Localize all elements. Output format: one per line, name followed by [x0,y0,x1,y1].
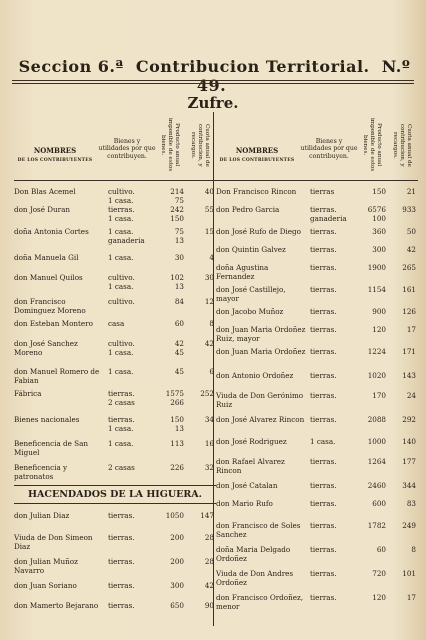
contributor-name: don Francisco de Soles Sanchez [216,521,301,539]
contributor-bienes: tierras. [108,533,135,542]
contributor-cuota: 42 [204,339,214,348]
contributor-name: don Manuel Quilos [14,273,83,282]
contributor-producto: 242 150 [170,205,184,223]
header-cuota: Cuota anual de contribucion, y recargos. [392,123,412,167]
contributor-bienes: tierras. [310,415,337,424]
contributor-bienes: 2 casas [108,463,135,472]
contributor-producto: 120 [372,593,386,602]
header-rule [12,80,414,81]
contributor-name: don José Rufo de Diego [216,227,301,236]
contributor-producto: 600 [372,499,386,508]
section-rule [14,503,216,504]
contributor-producto: 226 [170,463,184,472]
contributor-cuota: 21 [406,187,416,196]
contributor-bienes: tierras. ganaderia [310,205,347,223]
contributor-bienes: 1 casa. [108,439,134,448]
contributor-name: Viuda de Don Gerónimo Ruiz [216,391,304,409]
contributor-producto: 2088 [367,415,386,424]
contributor-bienes: tierras. 1 casa. [108,205,135,223]
contributor-cuota: 126 [402,307,416,316]
contributor-cuota: 171 [402,347,416,356]
contributor-bienes: tierras. [310,481,337,490]
contributor-producto: 1154 [367,285,386,294]
left-rows [14,181,216,636]
contributor-name: don José Catalan [216,481,278,490]
town-title: Zufre. [187,94,239,112]
contributor-bienes: tierras. [310,391,337,400]
contributor-name: Don Blas Acemel [14,187,76,196]
contributor-producto: 1224 [367,347,386,356]
contributor-producto: 214 75 [170,187,184,205]
header-producto: Producto anual imponible de estos bienes. [362,118,382,172]
contributor-producto: 1020 [367,371,386,380]
contributor-bienes: 1 casa. [108,253,134,262]
contributor-producto: 900 [372,307,386,316]
contributor-name: doña Antonia Cortes [14,227,89,236]
contributor-name: doña Agustina Fernandez [216,263,269,281]
contributor-cuota: 8 [209,319,214,328]
contributor-producto: 75 13 [174,227,184,245]
contributor-producto: 360 [372,227,386,236]
contributor-cuota: 252 [200,389,214,398]
contributor-producto: 60 [376,545,386,554]
contributor-name: don Juan Soriano [14,581,77,590]
contributor-cuota: 50 [406,227,416,236]
contributor-bienes: tierras. [108,601,135,610]
contributor-cuota: 249 [402,521,416,530]
contributor-producto: 1000 [367,437,386,446]
contributor-producto: 1050 [165,511,184,520]
contributor-name: Bienes nacionales [14,415,80,424]
contributor-producto: 113 [170,439,184,448]
contributor-name: don Manuel Romero de Fabian [14,367,100,385]
contributor-bienes: tierras. [310,545,337,554]
contributor-producto: 150 13 [170,415,184,433]
contributor-name: don Mamerto Bejarano [14,601,99,610]
contributor-bienes: tierras. [108,557,135,566]
contributor-bienes: cultivo. 1 casa. [108,339,135,357]
contributor-cuota: 292 [402,415,416,424]
section-rule [14,485,216,486]
contributor-cuota: 32 [204,463,214,472]
contributor-producto: 150 [372,187,386,196]
contributor-name: don José Rodriguez [216,437,287,446]
contributor-cuota: 28 [204,533,214,542]
contributor-bienes: 1 casa. [108,367,134,376]
contributor-producto: 300 [372,245,386,254]
contributor-name: don Esteban Montero [14,319,93,328]
contributor-cuota: 42 [204,581,214,590]
contributor-name: don Francisco Dominguez Moreno [14,297,86,315]
contributor-bienes: tierras [310,187,335,196]
contributor-bienes: tierras. [310,569,337,578]
left-table-header [14,110,216,181]
section-title: HACENDADOS DE LA HIGUERA. [28,489,202,500]
contributor-bienes: cultivo. 1 casa. [108,187,135,205]
header-producto: Producto anual imponible de estos bienes. [160,118,180,172]
contributor-bienes: tierras. [310,499,337,508]
contributor-bienes: cultivo. 1 casa. [108,273,135,291]
contributor-producto: 300 [170,581,184,590]
contributor-name: Fábrica [14,389,42,398]
header-nombres: NOMBRES DE LOS CONTRIBUYENTES [17,146,93,163]
contributor-cuota: 90 [204,601,214,610]
contributor-bienes: 1 casa. ganaderia [108,227,145,245]
right-column [216,110,418,636]
contributor-cuota: 83 [406,499,416,508]
contributor-name: don Juan Maria Ordoñez Ruiz, mayor [216,325,306,343]
contributor-cuota: 55 [204,205,214,214]
contributor-producto: 102 13 [170,273,184,291]
contributor-bienes: tierras. [310,347,337,356]
contributor-bienes: cultivo. [108,297,135,306]
contributor-bienes: tierras. [310,307,337,316]
contributor-cuota: 30 [204,273,214,282]
contributor-name: don José Duran [14,205,71,214]
contributor-cuota: 265 [402,263,416,272]
contributor-cuota: 8 [411,545,416,554]
contributor-cuota: 4 [209,253,214,262]
left-column [14,110,216,636]
contributor-producto: 1575 266 [165,389,184,407]
contributor-name: don Mario Rufo [216,499,273,508]
contributor-name: don Jacobo Muñoz [216,307,284,316]
contributor-cuota: 344 [402,481,416,490]
contributor-cuota: 17 [406,325,416,334]
contributor-bienes: casa [108,319,125,328]
contributor-producto: 650 [170,601,184,610]
contributor-producto: 720 [372,569,386,578]
contributor-producto: 1900 [367,263,386,272]
contributor-name: don José Sanchez Moreno [14,339,78,357]
contributor-bienes: tierras. [108,581,135,590]
contributor-bienes: tierras. [310,285,337,294]
contributor-cuota: 6 [209,367,214,376]
contributor-bienes: tierras. 2 casas [108,389,135,407]
right-rows [216,181,418,636]
contributor-cuota: 16 [204,439,214,448]
contributor-bienes: tierras. [310,263,337,272]
header-bienes: Bienes y utilidades por que contribuyen. [98,138,156,160]
contributor-producto: 6576 100 [367,205,386,223]
contributor-bienes: tierras. [310,245,337,254]
contributor-producto: 200 [170,557,184,566]
contributor-name: don Antonio Ordoñez [216,371,294,380]
contributor-bienes: tierras. [310,227,337,236]
right-table-header [216,110,418,181]
contributor-name: don José Castillejo, mayor [216,285,286,303]
contributor-bienes: tierras. [310,325,337,334]
contributor-producto: 120 [372,325,386,334]
contributor-name: doña Manuela Gil [14,253,79,262]
contributor-cuota: 42 [406,245,416,254]
header-title: Contribucion Territorial. [135,57,370,76]
contributor-name: don José Alvarez Rincon [216,415,305,424]
contributor-cuota: 143 [402,371,416,380]
contributor-bienes: tierras. [310,593,337,602]
contributor-name: Don Francisco Rincon [216,187,297,196]
contributor-producto: 1782 [367,521,386,530]
contributor-bienes: tierras. [310,457,337,466]
contributor-cuota: 34 [204,415,214,424]
contributor-cuota: 24 [406,391,416,400]
contributor-bienes: 1 casa. [310,437,336,446]
header-number: N.º 49. [196,57,411,95]
contributor-producto: 1264 [367,457,386,466]
contributor-cuota: 933 [402,205,416,214]
contributor-cuota: 101 [402,569,416,578]
contributor-name: don Pedro Garcia [216,205,280,214]
contributor-cuota: 15 [204,227,214,236]
contributor-name: don Francisco Ordoñez, menor [216,593,304,611]
contributor-bienes: tierras. [310,371,337,380]
contributor-producto: 30 [174,253,184,262]
contributor-cuota: 17 [406,593,416,602]
contributor-cuota: 12 [204,297,214,306]
header-nombres: NOMBRES DE LOS CONTRIBUYENTES [219,146,295,163]
header-cuota: Cuota anual de contribucion, y recargos. [190,123,210,167]
contributor-name: don Rafael Alvarez Rincon [216,457,285,475]
contributor-producto: 200 [170,533,184,542]
contributor-producto: 170 [372,391,386,400]
contributor-bienes: tierras. [108,511,135,520]
contributor-cuota: 28 [204,557,214,566]
contributor-name: Beneficencia de San Miguel [14,439,88,457]
page-header [0,57,426,95]
contributor-name: Viuda de Don Andres Ordoñez [216,569,294,587]
contributor-cuota: 140 [402,437,416,446]
contributor-cuota: 177 [402,457,416,466]
header-bienes: Bienes y utilidades por que contribuyen. [300,138,358,160]
contributor-producto: 60 [174,319,184,328]
contributor-name: don Julian Diaz [14,511,70,520]
contributor-bienes: tierras. [310,521,337,530]
header-rule-2 [12,83,414,84]
contributor-producto: 42 45 [174,339,184,357]
contributor-name: don Julian Muñoz Navarro [14,557,78,575]
contributor-name: Beneficencia y patronatos [14,463,68,481]
header-seccion: Seccion 6.ª [18,57,124,76]
contributor-name: Viuda de Don Simeon Diaz [14,533,93,551]
contributor-name: don Juan Maria Ordoñez [216,347,306,356]
contributor-bienes: tierras. 1 casa. [108,415,135,433]
contributor-name: don Quintin Galvez [216,245,286,254]
contributor-producto: 45 [174,367,184,376]
contributor-name: doña Maria Delgado Ordoñez [216,545,291,563]
contributor-cuota: 161 [402,285,416,294]
contributor-cuota: 147 [200,511,214,520]
contributor-cuota: 40 [204,187,214,196]
contributor-producto: 2460 [367,481,386,490]
contributor-producto: 84 [174,297,184,306]
